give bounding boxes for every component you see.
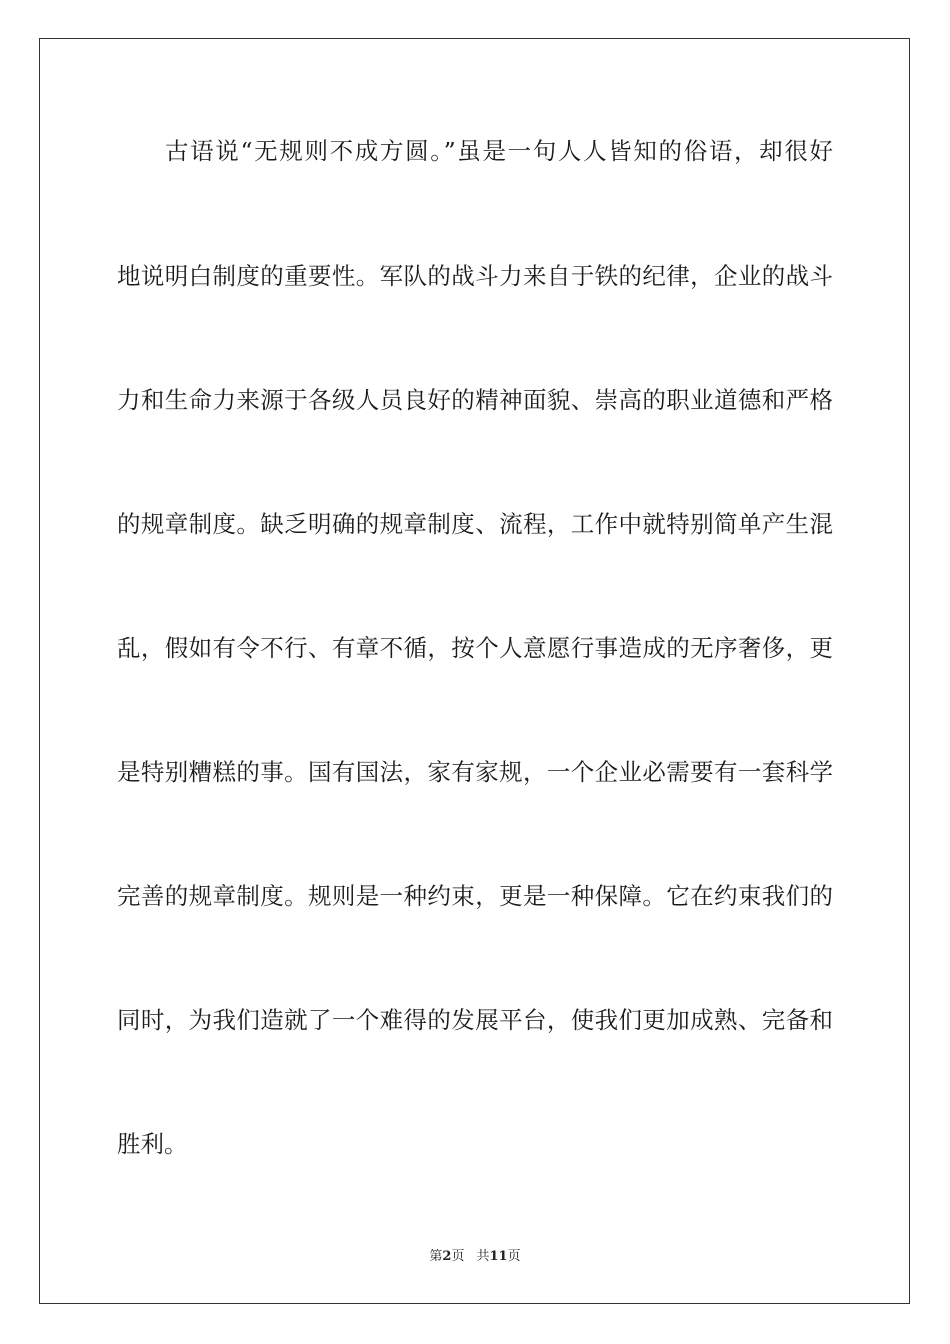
paragraph-line-1: 古语说“无规则不成方圆。”虽是一句人人皆知的俗语，却很好 [165,137,833,165]
paragraph-line-7: 完善的规章制度。规则是一种约束，更是一种保障。它在约束我们的 [117,882,833,910]
paragraph-line-6: 是特别糟糕的事。国有国法，家有家规，一个企业必需要有一套科学 [117,758,833,786]
paragraph-line-8: 同时，为我们造就了一个难得的发展平台，使我们更加成熟、完备和 [117,1006,833,1034]
paragraph-line-5: 乱，假如有令不行、有章不循，按个人意愿行事造成的无序奢侈，更 [117,634,833,662]
footer-page-number: 2 [442,1249,452,1264]
paragraph-line-2: 地说明白制度的重要性。军队的战斗力来自于铁的纪律，企业的战斗 [117,262,833,290]
page-footer [0,1248,950,1266]
footer-total-pages: 11 [489,1249,508,1264]
footer-total-suffix: 页 [507,1249,521,1264]
paragraph-line-3: 力和生命力来源于各级人员良好的精神面貌、崇高的职业道德和严格 [117,386,833,414]
paragraph-line-4: 的规章制度。缺乏明确的规章制度、流程，工作中就特别简单产生混 [117,510,833,538]
footer-page-prefix: 第 [429,1249,443,1264]
paragraph-line-9: 胜利。 [117,1130,188,1158]
footer-page-suffix: 页 [451,1249,465,1264]
page-border [39,38,910,1304]
footer-total-prefix: 共 [476,1249,490,1264]
